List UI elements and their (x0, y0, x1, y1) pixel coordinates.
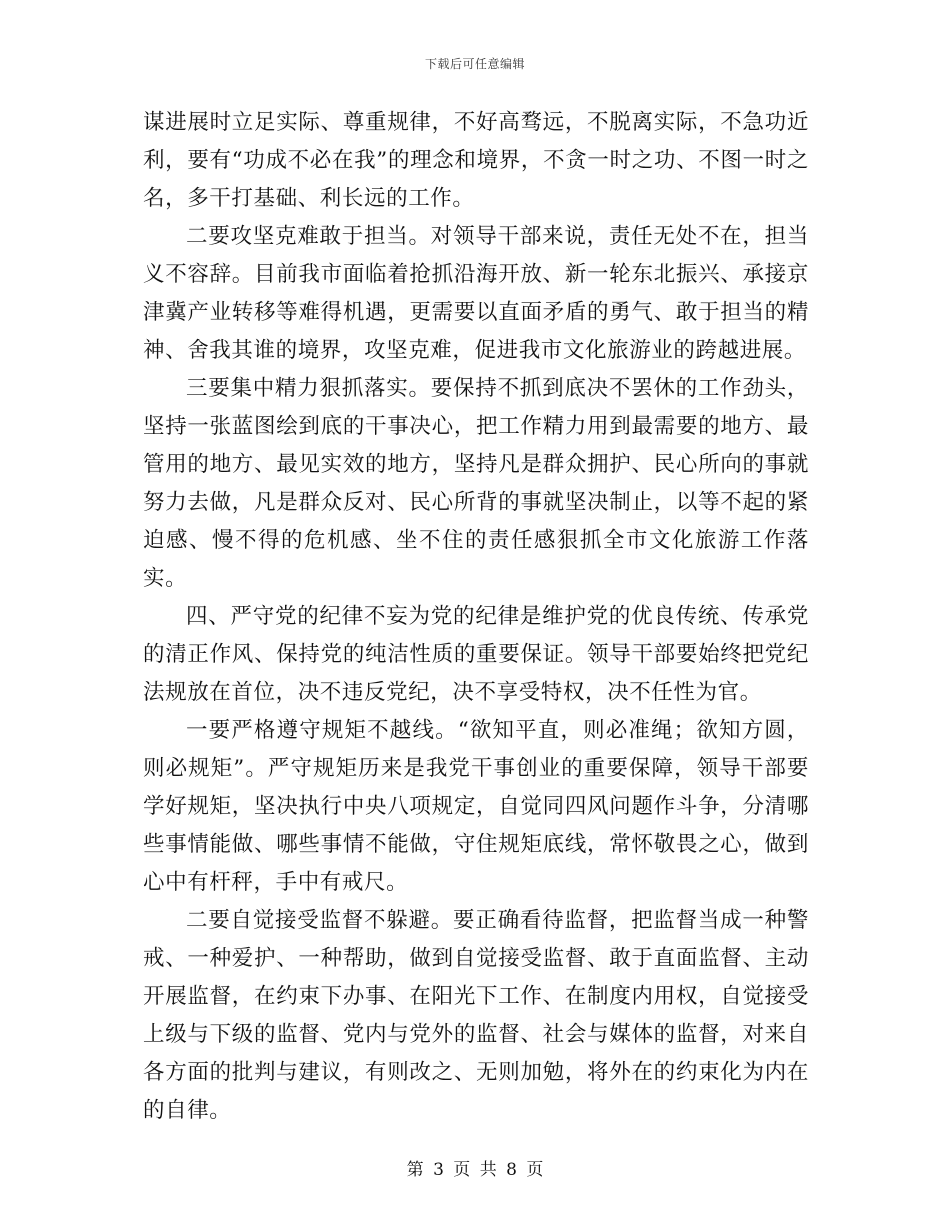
page-number: 第 3 页 共 8 页 (406, 1160, 544, 1180)
paragraph-accept-supervision: 二要自觉接受监督不躲避。要正确看待监督，把监督当成一种警戒、一种爱护、一种帮助，做到自觉接受监督、敢于直面监督、主动开展监督，在约束下办事、在阳光下工作、在制度内用权，自觉接受上级与下级的监督、党内与党外的监督、社会与媒体的监督，对来自各方面的批判与建议，有则改之、无则加勉，将外在的约束化为内在的自律。 (143, 908, 809, 1123)
document-body (143, 104, 809, 1130)
paragraph-follow-rules: 一要严格遵守规矩不越线。“欲知平直，则必准绳；欲知方圆，则必规矩”。严守规矩历来是我党干事创业的重要保障，领导干部要学好规矩，坚决执行中央八项规定，自觉同四风问题作斗争，分清哪些事情能做、哪些事情不能做，守住规矩底线，常怀敬畏之心，做到心中有杆秤，手中有戒尺。 (143, 718, 809, 895)
page-header: 下载后可任意编辑 (424, 57, 525, 71)
paragraph-focus-implementation: 三要集中精力狠抓落实。要保持不抓到底决不罢休的工作劲头，坚持一张蓝图绘到底的干事决心，把工作精力用到最需要的地方、最管用的地方、最见实效的地方，坚持凡是群众拥护、民心所向的事就努力去做，凡是群众反对、民心所背的事就坚决制止，以等不起的紧迫感、慢不得的危机感、坐不住的责任感狠抓全市文化旅游工作落实。 (143, 376, 809, 591)
paragraph-continuation: 谋进展时立足实际、尊重规律，不好高骛远，不脱离实际，不急功近利，要有“功成不必在我”的理念和境界，不贪一时之功、不图一时之名，多干打基础、利长远的工作。 (143, 110, 809, 211)
paragraph-party-discipline: 四、严守党的纪律不妄为党的纪律是维护党的优良传统、传承党的清正作风、保持党的纯洁性质的重要保证。领导干部要始终把党纪法规放在首位，决不违反党纪，决不享受特权，决不任性为官。 (143, 604, 809, 705)
paragraph-take-responsibility: 二要攻坚克难敢于担当。对领导干部来说，责任无处不在，担当义不容辞。目前我市面临着抢抓沿海开放、新一轮东北振兴、承接京津冀产业转移等难得机遇，更需要以直面矛盾的勇气、敢于担当的精神、舍我其谁的境界，攻坚克难，促进我市文化旅游业的跨越进展。 (143, 224, 809, 363)
